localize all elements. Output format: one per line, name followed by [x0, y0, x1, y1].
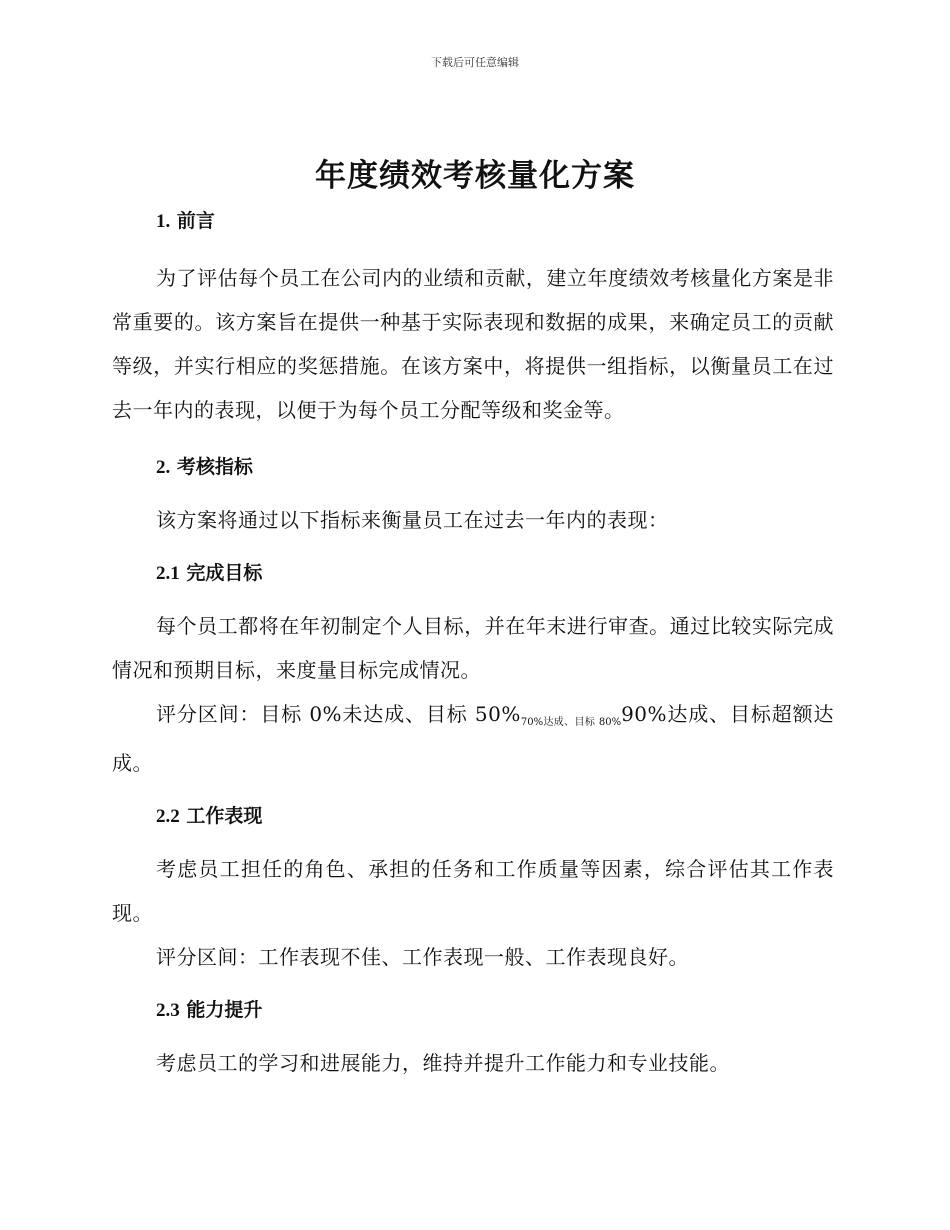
page-header-note: 下载后可任意编辑 — [431, 56, 519, 69]
work-performance-paragraph: 考虑员工担任的角色、承担的任务和工作质量等因素，综合评估其工作表现。 — [112, 857, 834, 925]
score-range-text: 评分区间：目标 0%未达成、目标 50% — [156, 702, 521, 726]
document-body — [112, 204, 834, 1085]
section-number: 2.2 — [156, 806, 180, 827]
section-number: 2.1 — [156, 563, 180, 584]
capability-paragraph: 考虑员工的学习和进展能力，维持并提升工作能力和专业技能。 — [156, 1051, 730, 1075]
section-title: 工作表现 — [186, 805, 263, 827]
section-number: 2.3 — [156, 1000, 180, 1021]
work-performance-score-range: 评分区间：工作表现不佳、工作表现一般、工作表现良好。 — [156, 945, 689, 969]
goal-completion-score-range — [112, 692, 834, 785]
section-title: 能力提升 — [186, 999, 263, 1021]
indicators-intro-paragraph: 该方案将通过以下指标来衡量员工在过去一年内的表现： — [156, 508, 669, 532]
score-range-text-end: 90%达成、目标超额达成。 — [112, 702, 834, 775]
section-heading-indicators — [156, 450, 834, 484]
section-number: 1. — [156, 211, 171, 232]
section-heading-capability — [156, 993, 834, 1027]
section-heading-goal-completion — [156, 556, 834, 590]
goal-completion-paragraph: 每个员工都将在年初制定个人目标，并在年末进行审查。通过比较实际完成情况和预期目标，来度量目标完成情况。 — [112, 614, 834, 682]
section-heading-work-performance — [156, 799, 834, 833]
section-title: 前言 — [176, 210, 215, 232]
section-title: 考核指标 — [176, 456, 253, 478]
section-title: 完成目标 — [186, 562, 263, 584]
section-number: 2. — [156, 457, 171, 478]
score-range-small-text: 70%达成、目标 80% — [520, 717, 622, 728]
preface-paragraph: 为了评估每个员工在公司内的业绩和贡献，建立年度绩效考核量化方案是非常重要的。该方案旨在提供一种基于实际表现和数据的成果，来确定员工的贡献等级，并实行相应的奖惩措施。在该方案中，将提供一组指标，以衡量员工在过去一年内的表现，以便于为每个员工分配等级和奖金等。 — [112, 266, 834, 422]
document-title: 年度绩效考核量化方案 — [315, 158, 635, 194]
section-heading-preface — [156, 204, 834, 238]
